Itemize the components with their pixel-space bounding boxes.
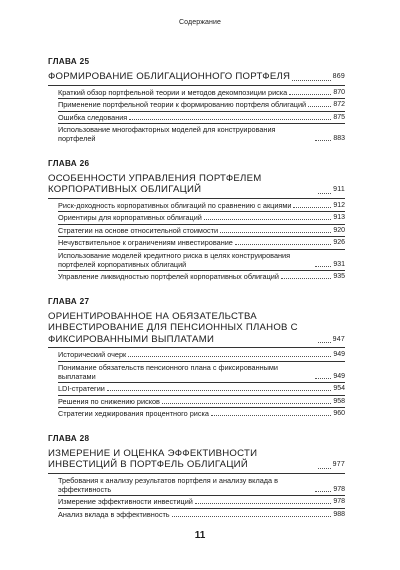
entry-list <box>48 198 345 283</box>
chapter-27 <box>48 297 345 420</box>
entry-title: LDI-стратегии <box>58 384 105 393</box>
dot-leader <box>315 266 331 267</box>
chapter-26 <box>48 159 345 283</box>
toc-entry[interactable] <box>58 271 345 283</box>
chapter-28 <box>48 434 345 521</box>
chapter-page: 869 <box>332 73 345 80</box>
dot-leader <box>318 468 331 469</box>
chapter-page: 977 <box>332 461 345 468</box>
entry-page: 978 <box>333 485 345 493</box>
dot-leader <box>172 516 332 517</box>
entry-title: Исторический очерк <box>58 350 127 359</box>
chapter-title: ОРИЕНТИРОВАННОЕ НА ОБЯЗАТЕЛЬСТВА ИНВЕСТИРОВАНИЕ ДЛЯ ПЕНСИОННЫХ ПЛАНОВ С ФИКСИРОВАННЫМИ ВЫПЛАТАМИ <box>48 310 298 345</box>
chapter-label: ГЛАВА 26 <box>48 158 90 168</box>
entry-page: 872 <box>333 101 345 108</box>
entry-title: Анализ вклада в эффективность <box>58 509 170 519</box>
toc-entry[interactable] <box>58 496 345 509</box>
entry-title: Применение портфельной теории к формированию портфеля облигаций <box>58 100 307 109</box>
entry-list <box>48 473 345 521</box>
toc-entry[interactable] <box>58 383 345 396</box>
toc-entry[interactable] <box>58 225 345 238</box>
entry-page: 912 <box>333 201 345 209</box>
dot-leader <box>293 207 331 208</box>
dot-leader <box>107 390 331 391</box>
entry-page: 926 <box>333 239 345 246</box>
entry-title: Ошибка следования <box>58 112 128 122</box>
chapter-label: ГЛАВА 27 <box>48 296 90 306</box>
chapter-title-row[interactable] <box>48 173 345 196</box>
toc-entry[interactable] <box>58 509 345 521</box>
entry-title: Риск-доходность корпоративных облигаций по сравнению с акциями <box>58 200 292 210</box>
entry-page: 913 <box>333 214 345 221</box>
chapter-title-row[interactable] <box>48 448 345 471</box>
dot-leader <box>211 415 331 416</box>
entry-page: 883 <box>333 135 345 142</box>
dot-leader <box>308 106 331 107</box>
dot-leader <box>281 278 331 279</box>
entry-page: 920 <box>333 226 345 234</box>
toc-entry[interactable] <box>58 250 345 272</box>
dot-leader <box>292 80 330 81</box>
page-number: 11 <box>194 530 206 541</box>
entry-page: 958 <box>333 397 345 405</box>
dot-leader <box>204 219 331 220</box>
entry-title: Стратегии на основе относительной стоимости <box>58 225 219 235</box>
chapter-title-row[interactable] <box>48 71 345 83</box>
running-header: Содержание <box>179 19 221 26</box>
dot-leader <box>235 244 331 245</box>
chapter-page: 911 <box>333 186 345 193</box>
toc-entry[interactable] <box>58 349 345 362</box>
chapter-title: ФОРМИРОВАНИЕ ОБЛИГАЦИОННОГО ПОРТФЕЛЯ <box>48 71 291 82</box>
entry-title: Требования к анализу результатов портфеля и анализу вклада в эффективность <box>58 475 278 494</box>
entry-page: 949 <box>333 351 345 358</box>
chapter-25 <box>48 57 345 145</box>
toc-entry[interactable] <box>58 112 345 125</box>
entry-page: 978 <box>333 498 345 505</box>
toc-content <box>48 57 345 534</box>
entry-title: Использование многофакторных моделей для конструирования портфелей <box>58 125 276 143</box>
chapter-title: ИЗМЕРЕНИЕ И ОЦЕНКА ЭФФЕКТИВНОСТИ ИНВЕСТИЦИЙ В ПОРТФЕЛЬ ОБЛИГАЦИЙ <box>48 447 258 470</box>
entry-page: 949 <box>333 372 345 380</box>
entry-title: Стратегии хеджирования процентного риска <box>58 409 209 418</box>
entry-list <box>48 347 345 420</box>
dot-leader <box>318 193 331 194</box>
chapter-label: ГЛАВА 25 <box>48 57 90 66</box>
toc-entry[interactable] <box>58 362 345 384</box>
entry-title: Использование моделей кредитного риска в целях конструирования портфелей корпоративных облигаций <box>58 250 291 269</box>
chapter-page: 947 <box>332 335 345 343</box>
entry-title: Нечувствительное к ограничениям инвестирование <box>58 238 233 247</box>
entry-title: Ориентиры для корпоративных облигаций <box>58 213 202 222</box>
dot-leader <box>315 140 331 141</box>
toc-entry[interactable] <box>58 408 345 420</box>
entry-title: Решения по снижению рисков <box>58 396 160 406</box>
entry-page: 935 <box>333 273 345 280</box>
entry-page: 870 <box>333 88 345 96</box>
entry-title: Понимание обязательств пенсионного плана с фиксированными выплатами <box>58 362 279 381</box>
toc-entry[interactable] <box>58 87 345 100</box>
toc-entry[interactable] <box>58 99 345 112</box>
toc-entry[interactable] <box>58 124 345 145</box>
entry-title: Краткий обзор портфельной теории и методов декомпозиции риска <box>58 87 288 97</box>
entry-page: 960 <box>333 410 345 417</box>
entry-title: Управление ликвидностью портфелей корпоративных облигаций <box>58 272 279 281</box>
toc-entry[interactable] <box>58 475 345 497</box>
chapter-title-row[interactable] <box>48 311 345 346</box>
dot-leader <box>289 94 331 95</box>
dot-leader <box>220 232 331 233</box>
dot-leader <box>128 356 331 357</box>
toc-entry[interactable] <box>58 200 345 213</box>
chapter-title: ОСОБЕННОСТИ УПРАВЛЕНИЯ ПОРТФЕЛЕМ КОРПОРАТИВНЫХ ОБЛИГАЦИЙ <box>48 172 262 195</box>
dot-leader <box>162 403 331 404</box>
dot-leader <box>195 503 331 504</box>
entry-page: 875 <box>333 113 345 121</box>
dot-leader <box>318 342 331 343</box>
toc-entry[interactable] <box>58 396 345 409</box>
dot-leader <box>315 378 331 379</box>
entry-page: 931 <box>333 260 345 268</box>
toc-entry[interactable] <box>58 237 345 250</box>
entry-page: 988 <box>333 510 345 518</box>
entry-list <box>48 85 345 145</box>
chapter-label: ГЛАВА 28 <box>48 433 90 443</box>
toc-entry[interactable] <box>58 212 345 225</box>
dot-leader <box>129 119 331 120</box>
dot-leader <box>315 491 331 492</box>
entry-page: 954 <box>333 385 345 392</box>
entry-title: Измерение эффективности инвестиций <box>58 497 193 506</box>
